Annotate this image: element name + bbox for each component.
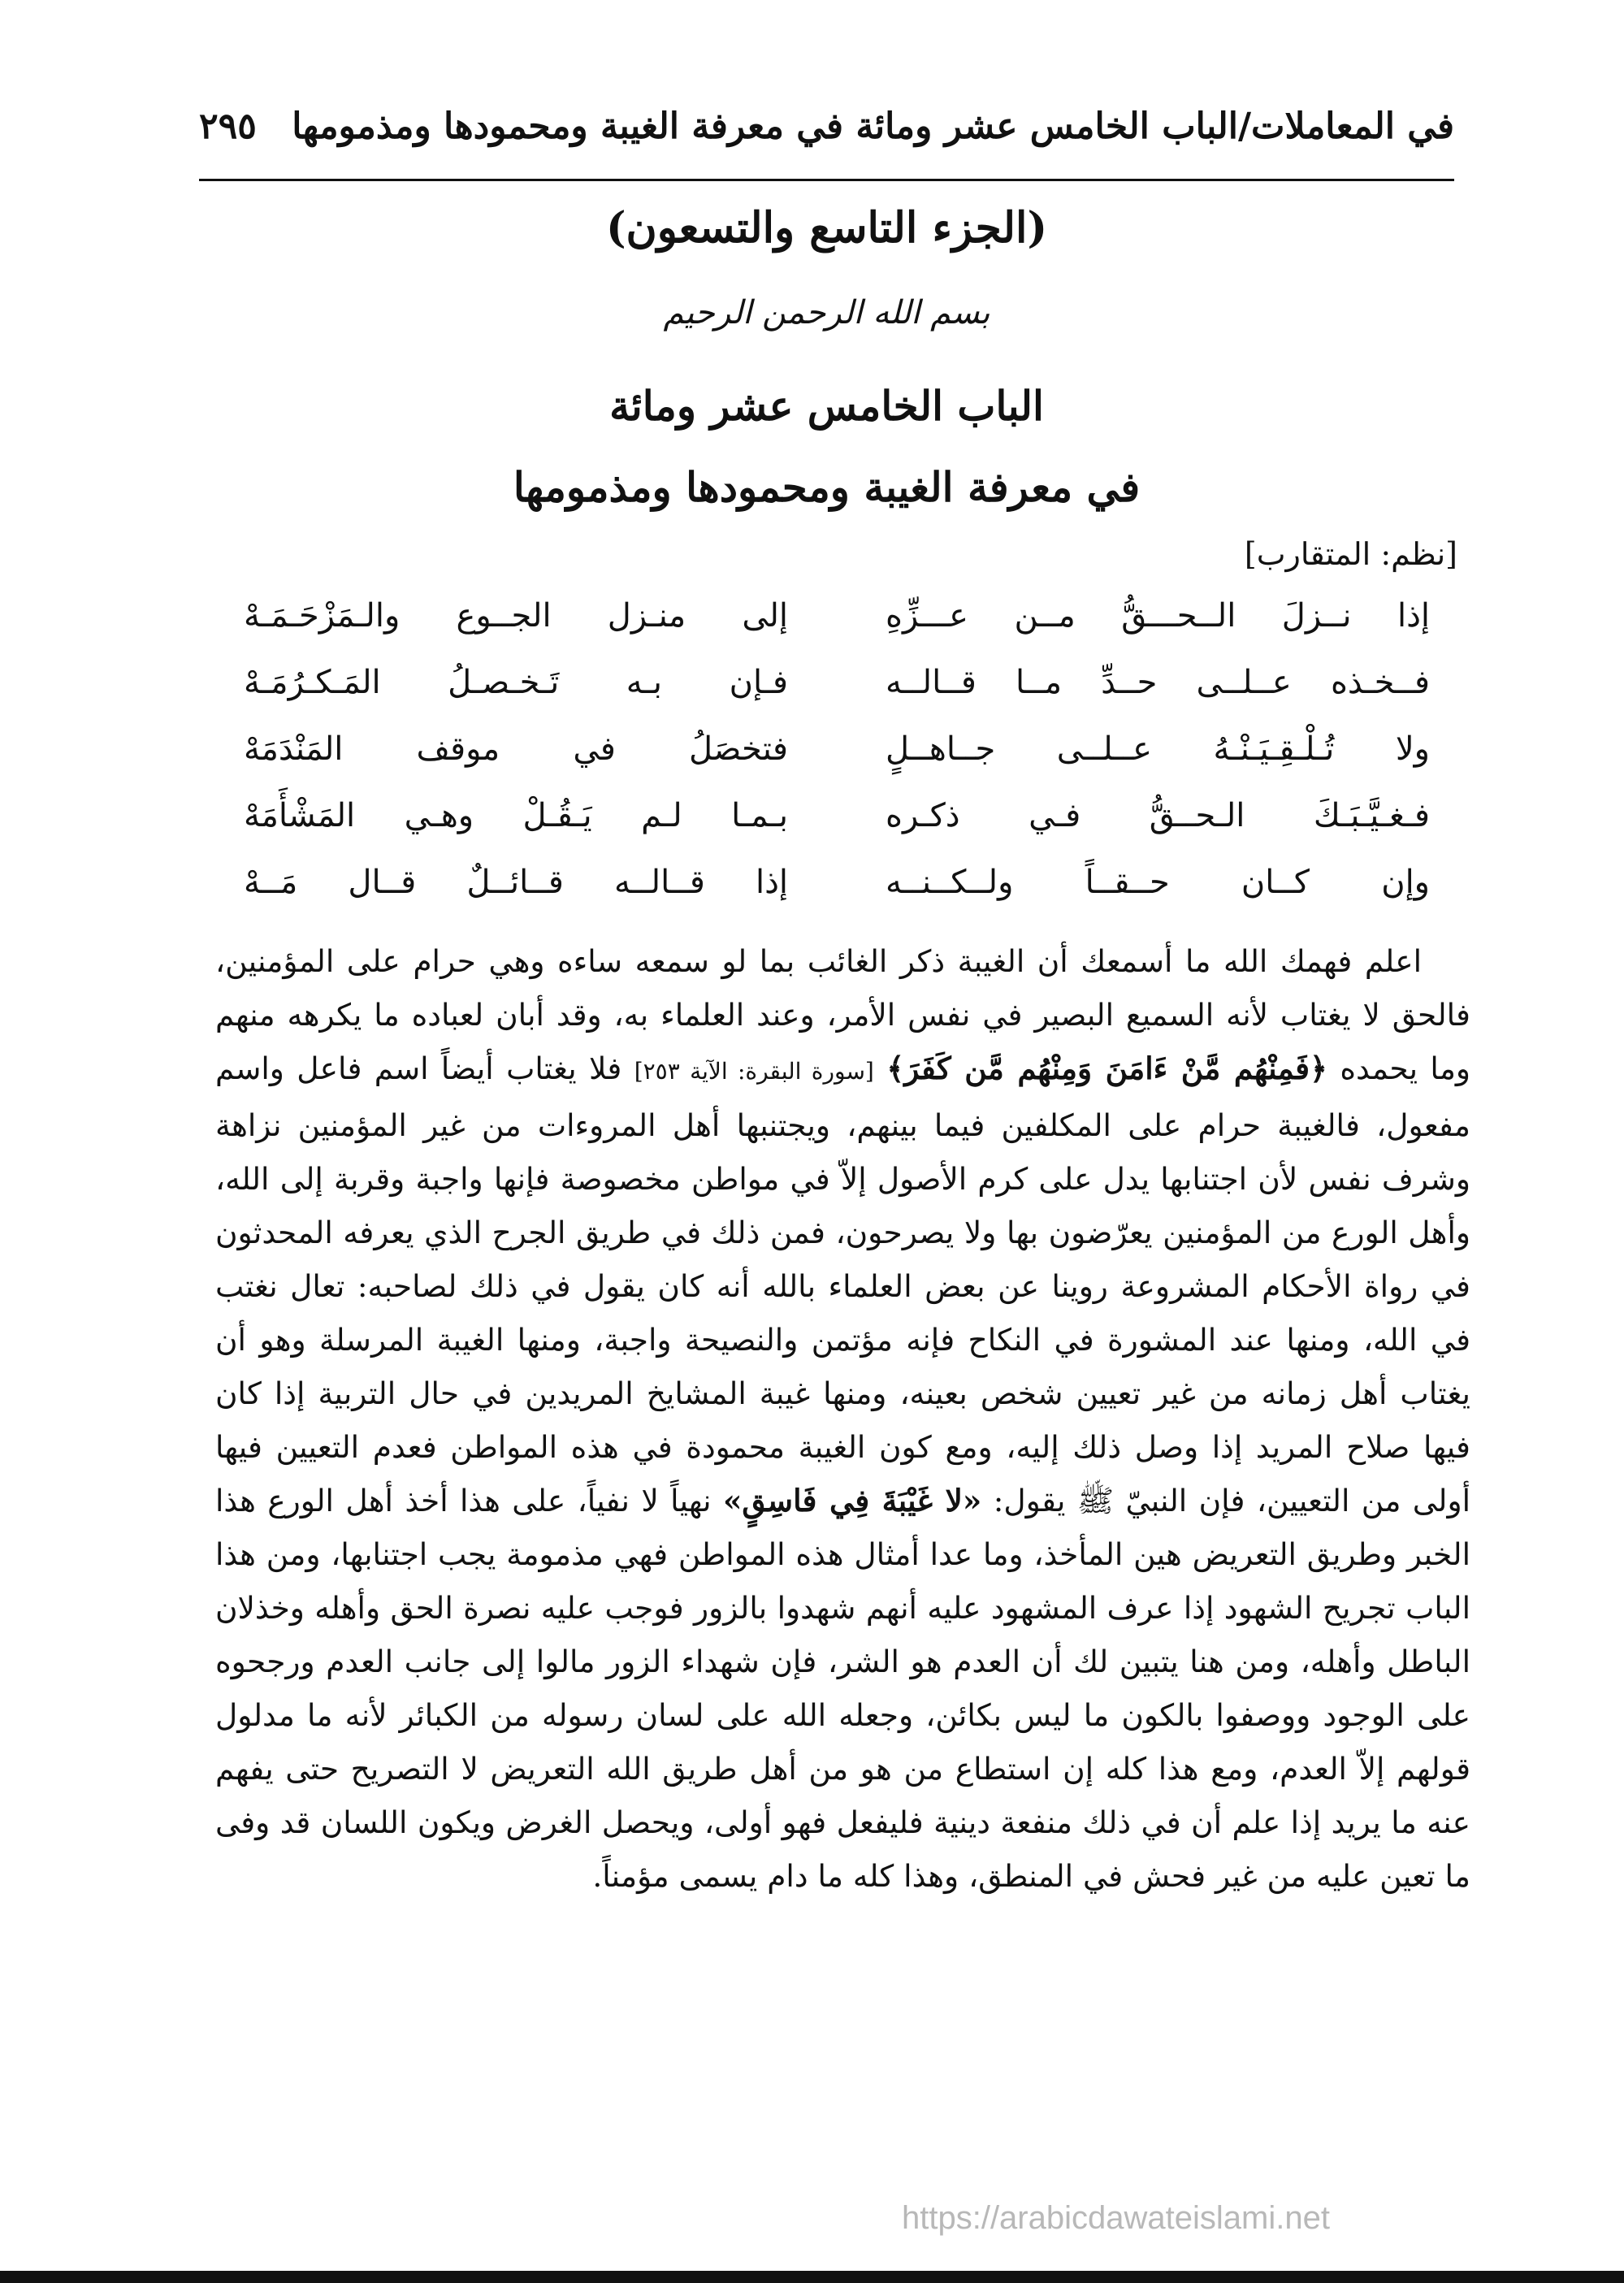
hadith-quote: «لا غَيْبَةَ فِي فَاسِقٍ» (722, 1483, 982, 1518)
verse-row (244, 664, 1430, 730)
body-paragraph (215, 934, 1470, 1903)
verse-second-hemistich: بـمـا لـم يَـقُـلْ وهـي المَشْأَمَهْ (244, 797, 788, 834)
running-header-title: في المعاملات/الباب الخامس عشر ومائة في معرفة الغيبة ومحمودها ومذمومها (292, 106, 1454, 147)
verse-second-hemistich: فتخصَلُ في موقف المَنْدَمَهْ (244, 730, 788, 768)
verse-first-hemistich: فــخـذه عــلــى حــدِّ مــا قــالــه (886, 664, 1430, 701)
body-text-part-3: نهياً لا نفياً، على هذا أخذ أهل الورع هذا الخبر وطريق التعريض هين المأخذ، وما عدا أمثال هذه المواطن فهي مذمومة يجب اجتنابها، ومن هذا الباب تجريح الشهود إذا عرف المشهود عليه أنهم شهدوا بالزور فوجب عليه نصرة الحق وأهله وخذلان الباطل وأهله، ومن هنا يتبين لك أن العدم هو الشر، فإن شهداء الزور مالوا إلى جانب العدم ورجحوه على الوجود ووصفوا بالكون ما ليس بكائن، وجعله الله على لسان رسوله من الكبائر لأنه ما مدلول قولهم إلاّ العدم، ومع هذا كله إن استطاع من هو من أهل طريق الله التعريض لا التصريح حتى يفهم عنه ما يريد إذا علم أن في ذلك منفعة دينية فليفعل فهو أولى، ويحصل الغرض ويكون اللسان قد وفى ما تعين عليه من غير فحش في المنطق، وهذا كله ما دام يسمى مؤمناً. (215, 1483, 1470, 1894)
chapter-subtitle: في معرفة الغيبة ومحمودها ومذمومها (513, 463, 1141, 511)
quran-reference: [سورة البقرة: الآية ٢٥٣] (634, 1058, 874, 1085)
part-title: (الجزء التاسع والتسعون) (605, 203, 1048, 253)
verse-first-hemistich: وإن كــان حــقــاً ولــكــنــه (886, 864, 1430, 901)
poem-meter-label: [نظم: المتقارب] (1244, 536, 1457, 572)
scan-bottom-edge (0, 2271, 1624, 2283)
poem (244, 597, 1430, 930)
basmala: بسم الله الرحمن الرحيم (663, 294, 990, 331)
chapter-title: الباب الخامس عشر ومائة (609, 382, 1044, 430)
body-text-part-2: فلا يغتاب أيضاً اسم فاعل واسم مفعول، فالغيبة حرام على المكلفين فيما بينهم، ويجتنبها أهل المروءات من غير المؤمنين نزاهة وشرف نفس لأن اجتنابها يدل على كرم الأصول إلاّ في مواطن مخصوصة فإنها واجبة وقربة إلى الله، وأهل الورع من المؤمنين يعرّضون بها ولا يصرحون، فمن ذلك في طريق الجرح الذي يعرفه المحدثون في رواة الأحكام المشروعة روينا عن بعض العلماء بالله أنه كان يقول في ذلك لصاحبه: تعال نغتب في الله، ومنها عند المشورة في النكاح فإنه مؤتمن والنصيحة واجبة، ومنها الغيبة المرسلة وهو أن يغتاب أهل زمانه من غير تعيين شخص بعينه، ومنها غيبة المشايخ المريدين في حال التربية إذا كان فيها صلاح المريد إذا وصل ذلك إليه، ومع كون الغيبة محمودة في هذه المواطن فعدم التعيين فيها أولى من التعيين، فإن النبيّ ﷺ يقول: (215, 1051, 1471, 1518)
body-text-part-1: اعلم فهمك الله ما أسمعك أن الغيبة ذكر الغائب بما لو سمعه ساءه وهي حرام على المؤمنين، فالحق لا يغتاب لأنه السميع البصير في نفس الأمر، وعند العلماء به، وقد أبان لعباده ما يكرهه منهم وما يحمده (215, 943, 1471, 1086)
running-header (199, 96, 1454, 169)
verse-second-hemistich: إذا قــالــه قــائــلٌ قــال مَــهْ (244, 864, 788, 901)
body-text (215, 934, 1470, 1903)
page-number: ٢٩٥ (199, 106, 257, 147)
verse-row (244, 730, 1430, 797)
quran-verse: ﴿فَمِنْهُم مَّنْ ءَامَنَ وَمِنْهُم مَّن كَفَرَ﴾ (886, 1051, 1328, 1086)
header-divider (199, 179, 1454, 181)
verse-second-hemistich: إلى منـزل الجــوع والـمَزْحَـمَـهْ (244, 597, 788, 635)
verse-row (244, 864, 1430, 930)
watermark-url: https://arabicdawateislami.net (902, 2200, 1330, 2236)
verse-first-hemistich: إذا نــزلَ الــحـــقُّ مــن عـــزِّهِ (886, 597, 1430, 635)
verse-first-hemistich: ولا تُـلْـقِـيَـنْـهُ عــلــى جــاهــلٍ (886, 730, 1430, 768)
verse-second-hemistich: فـإن بـه تَـخـصـلُ المَـكـرُمَـهْ (244, 664, 788, 701)
verse-first-hemistich: فـغـيَّـبَـكَ الـحــقُّ فـي ذكـره (886, 797, 1430, 834)
verse-row (244, 597, 1430, 664)
verse-row (244, 797, 1430, 864)
